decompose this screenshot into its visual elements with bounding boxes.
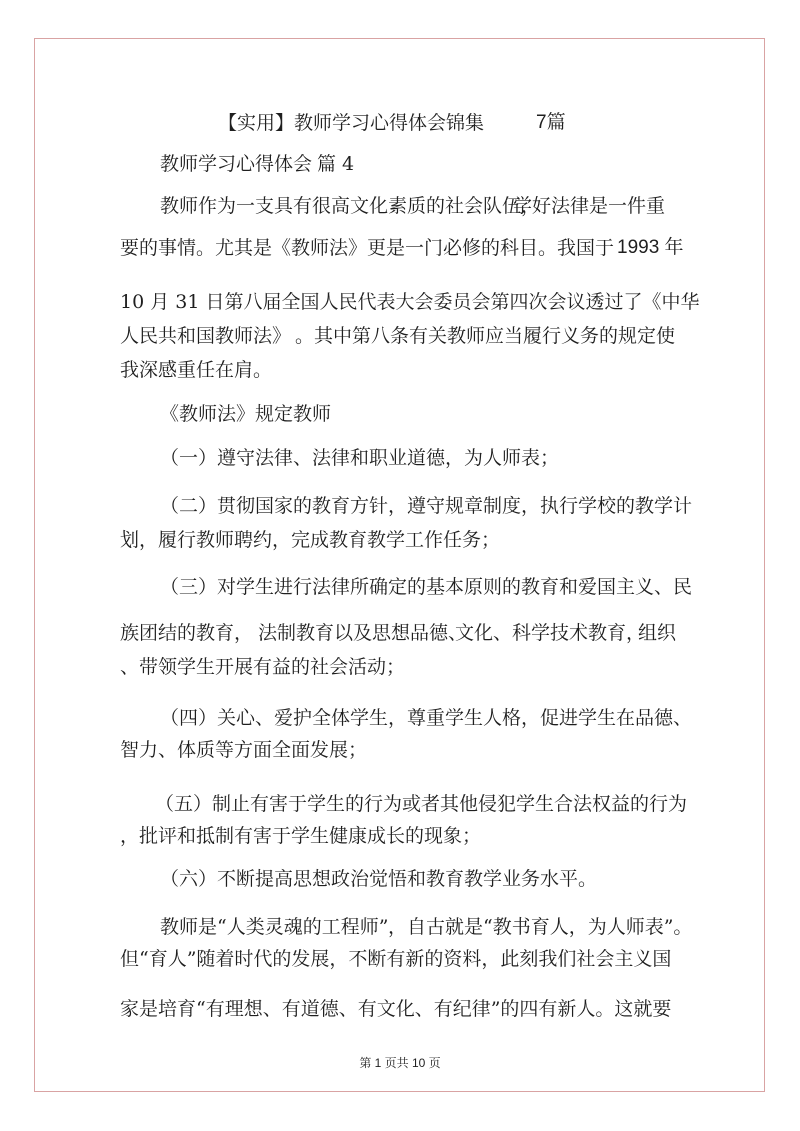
list-item: 文化、科学技术教育， [455, 622, 646, 644]
list-item: （五）制止有害于学生的行为或者其他侵犯学生合法权益的行为 [155, 793, 688, 815]
paragraph-line: 《教师法》规定教师 [160, 403, 332, 425]
paragraph-line: 家是培育“有理想、有道德、有文化、有纪律”的四有新人。这就要 [120, 998, 672, 1020]
list-item: （四）关心、爱护全体学生，尊重学生人格，促进学生在品德、 [160, 707, 693, 729]
section-subtitle: 教师学习心得体会 [160, 153, 313, 175]
paragraph-line: 我深感重任在肩。 [120, 359, 273, 381]
document-title-count: 7篇 [536, 112, 566, 133]
list-item: （二）贯彻国家的教育方针，遵守规章制度，执行学校的教学计 [160, 495, 693, 517]
list-item: （六）不断提高思想政治觉悟和教育教学业务水平。 [160, 868, 598, 890]
list-item: ，批评和抵制有害于学生健康成长的现象； [120, 825, 482, 847]
document-title: 【实用】教师学习心得体会锦集 [218, 112, 485, 134]
paragraph-line: 教师作为一支具有很高文化素质的社会队伍， [160, 195, 541, 217]
list-item: 族团结的教育， [120, 622, 254, 644]
paragraph-line: ，自古就是“教书育人，为人师表”。 [388, 916, 693, 938]
paragraph-line: 10 月 31 日第八届全国人民代表大会委员会第四次会议透过了《中华 [120, 291, 700, 313]
paragraph-line: 学好法律是一件重 [513, 195, 666, 217]
list-item: （一）遵守法律、法律和职业道德，为人师表； [160, 447, 560, 469]
list-item: 法制教育以及思想品德、 [258, 622, 468, 644]
paragraph-line: 要的事情。尤其是《教师法》更是一门必修的科目。我国于 [120, 237, 615, 259]
list-item: 智力、体质等方面全面发展； [120, 739, 368, 761]
paragraph-line: 1993 年 [617, 237, 684, 258]
paragraph-line: 教师是“人类灵魂的工程师” [160, 916, 389, 938]
list-item: 、带领学生开展有益的社会活动； [120, 656, 406, 678]
paragraph-line: 。其中第八条有关教师应当履行义务的规定使 [295, 325, 676, 347]
section-subtitle-part: 篇 4 [317, 153, 355, 175]
page-footer: 第 1 页共 10 页 [359, 1056, 441, 1070]
paragraph-line: 但“育人”随着时代的发展，不断有新的资料，此刻我们社会主义国 [120, 948, 672, 970]
list-item: 组织 [638, 622, 677, 644]
paragraph-line: 人民共和国教师法》 [120, 325, 292, 347]
list-item: （三）对学生进行法律所确定的基本原则的教育和爱国主义、民 [160, 576, 693, 598]
list-item: 划，履行教师聘约，完成教育教学工作任务； [120, 529, 501, 551]
